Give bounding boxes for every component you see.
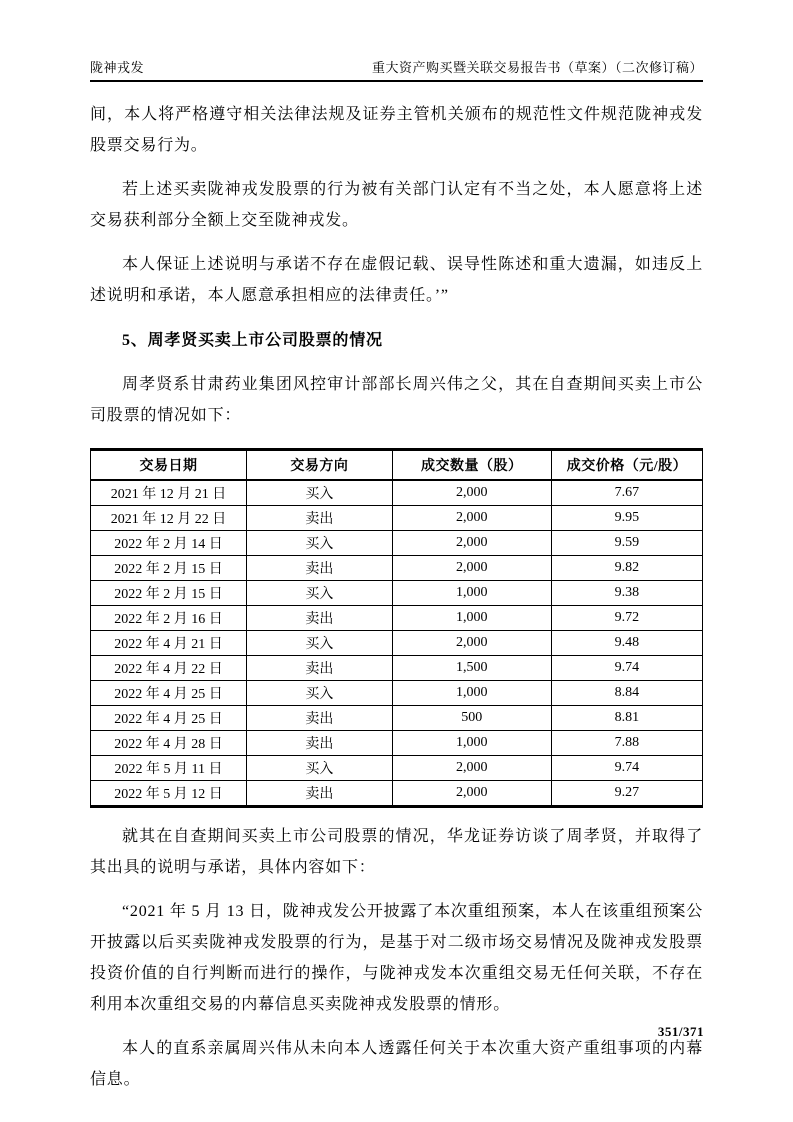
table-cell: 7.67 [551, 480, 702, 506]
table-cell: 2,000 [392, 756, 551, 781]
table-row [91, 606, 703, 631]
table-row [91, 531, 703, 556]
table-cell: 9.74 [551, 656, 702, 681]
table-cell: 买入 [247, 480, 393, 506]
table-cell: 9.74 [551, 756, 702, 781]
table-cell: 卖出 [247, 556, 393, 581]
paragraph-after-table: 就其在自查期间买卖上市公司股票的情况，华龙证券访谈了周孝贤，并取得了其出具的说明与承诺，具体内容如下： [90, 828, 703, 876]
table-cell: 卖出 [247, 506, 393, 531]
col-header-trade-volume: 成交数量（股） [392, 450, 551, 481]
table-cell: 2021 年 12 月 21 日 [91, 480, 247, 506]
header-company-name: 陇神戎发 [90, 60, 145, 75]
table-row [91, 556, 703, 581]
table-cell: 1,000 [392, 731, 551, 756]
table-cell: 2022 年 5 月 11 日 [91, 756, 247, 781]
table-cell: 2022 年 4 月 28 日 [91, 731, 247, 756]
table-cell: 500 [392, 706, 551, 731]
header-report-title: 重大资产购买暨关联交易报告书（草案）（二次修订稿） [371, 60, 703, 75]
table-cell: 2022 年 4 月 25 日 [91, 706, 247, 731]
col-header-trade-direction: 交易方向 [247, 450, 393, 481]
paragraph-continuation: 间，本人将严格遵守相关法律法规及证券主管机关颁布的规范性文件规范陇神戎发股票交易行为。 [90, 106, 703, 154]
table-row [91, 681, 703, 706]
table-row [91, 506, 703, 531]
table-cell: 1,500 [392, 656, 551, 681]
table-cell: 2022 年 2 月 14 日 [91, 531, 247, 556]
table-cell: 2022 年 4 月 21 日 [91, 631, 247, 656]
table-cell: 买入 [247, 581, 393, 606]
stock-trade-table [90, 448, 703, 808]
table-cell: 1,000 [392, 681, 551, 706]
table-header-row [91, 450, 703, 481]
paragraph-table-intro: 周孝贤系甘肃药业集团风控审计部部长周兴伟之父，其在自查期间买卖上市公司股票的情况如下： [90, 376, 703, 424]
table-cell: 2,000 [392, 556, 551, 581]
table-cell: 9.59 [551, 531, 702, 556]
document-body [90, 99, 703, 1095]
table-cell: 买入 [247, 681, 393, 706]
table-row [91, 480, 703, 506]
table-cell: 9.48 [551, 631, 702, 656]
table-cell: 9.82 [551, 556, 702, 581]
paragraph-guarantee: 本人保证上述说明与承诺不存在虚假记载、误导性陈述和重大遗漏，如违反上述说明和承诺，本人愿意承担相应的法律责任。’” [90, 256, 703, 304]
table-cell: 卖出 [247, 706, 393, 731]
table-row [91, 581, 703, 606]
table-cell: 1,000 [392, 606, 551, 631]
table-cell: 买入 [247, 756, 393, 781]
table-cell: 买入 [247, 631, 393, 656]
col-header-trade-price: 成交价格（元/股） [551, 450, 702, 481]
table-cell: 卖出 [247, 731, 393, 756]
table-cell: 2022 年 4 月 25 日 [91, 681, 247, 706]
table-cell: 2022 年 2 月 15 日 [91, 556, 247, 581]
table-cell: 9.38 [551, 581, 702, 606]
table-cell: 2,000 [392, 631, 551, 656]
table-body [91, 480, 703, 807]
table-cell: 9.27 [551, 781, 702, 807]
table-cell: 2,000 [392, 781, 551, 807]
table-cell: 7.88 [551, 731, 702, 756]
table-row [91, 631, 703, 656]
section-heading: 5、周孝贤买卖上市公司股票的情况 [122, 332, 383, 349]
page-number: 351/371 [657, 1024, 704, 1039]
paragraph-quote-1: “2021 年 5 月 13 日，陇神戎发公开披露了本次重组预案，本人在该重组预案公开披露以后买卖陇神戎发股票的行为，是基于对二级市场交易情况及陇神戎发股票投资价值的自行判断而进行的操作，与陇神戎发本次重组交易无任何关联，不存在利用本次重组交易的内幕信息买卖陇神戎发股票的情形。 [90, 903, 703, 1013]
table-cell: 2022 年 2 月 16 日 [91, 606, 247, 631]
table-row [91, 756, 703, 781]
table-cell: 卖出 [247, 606, 393, 631]
table-row [91, 706, 703, 731]
table-cell: 卖出 [247, 656, 393, 681]
col-header-trade-date: 交易日期 [91, 450, 247, 481]
paragraph-commitment: 若上述买卖陇神戎发股票的行为被有关部门认定有不当之处，本人愿意将上述交易获利部分全额上交至陇神戎发。 [90, 181, 703, 229]
table-cell: 2022 年 2 月 15 日 [91, 581, 247, 606]
table-cell: 2021 年 12 月 22 日 [91, 506, 247, 531]
table-row [91, 731, 703, 756]
table-cell: 2022 年 4 月 22 日 [91, 656, 247, 681]
table-cell: 买入 [247, 531, 393, 556]
table-cell: 2,000 [392, 506, 551, 531]
table-cell: 9.72 [551, 606, 702, 631]
table-cell: 2,000 [392, 480, 551, 506]
table-cell: 9.95 [551, 506, 702, 531]
table-cell: 2022 年 5 月 12 日 [91, 781, 247, 807]
table-row [91, 656, 703, 681]
table-row [91, 781, 703, 807]
table-cell: 1,000 [392, 581, 551, 606]
table-cell: 卖出 [247, 781, 393, 807]
table-cell: 2,000 [392, 531, 551, 556]
table-cell: 8.84 [551, 681, 702, 706]
paragraph-quote-2: 本人的直系亲属周兴伟从未向本人透露任何关于本次重大资产重组事项的内幕信息。 [90, 1040, 703, 1088]
page-header [90, 0, 703, 82]
table-cell: 8.81 [551, 706, 702, 731]
